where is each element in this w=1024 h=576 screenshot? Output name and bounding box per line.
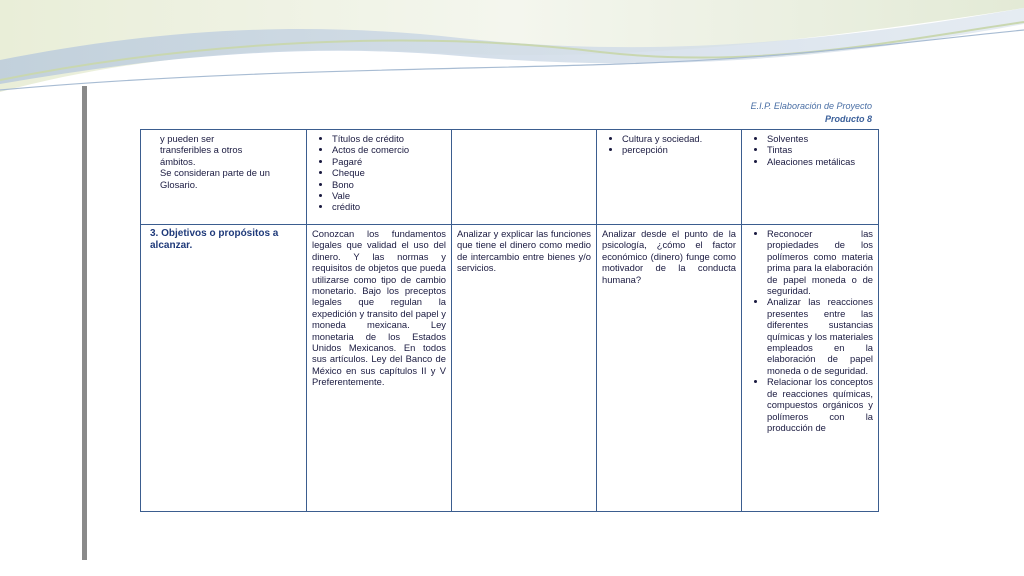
list-item: • percepción: [622, 144, 736, 155]
list-item: • Analizar las reacciones presentes entre las diferentes sustancias químicas y los materiales empleados en la elaboración de papel moneda o de seguridad.: [767, 296, 873, 376]
list-item: • Títulos de crédito: [332, 133, 446, 144]
row1-col1-line: ámbitos.: [160, 155, 196, 167]
table-row: [141, 130, 879, 225]
objectives-title: 3. Objetivos o propósitos a alcanzar.: [150, 228, 279, 251]
list-item: • Actos de comercio: [332, 144, 446, 155]
list-item: • Reconocer las propiedades de los polímeros como materia prima para la elaboración de papel moneda o de seguridad.: [767, 228, 873, 296]
row1-col4-list: [602, 133, 736, 156]
list-item: • Cheque: [332, 167, 446, 178]
row1-col5-cell: [742, 130, 879, 225]
list-item: • Aleaciones metálicas: [767, 156, 873, 167]
list-item: • Bono: [332, 179, 446, 190]
row1-col1-glossary: Se consideran parte de un Glosario.: [160, 167, 270, 190]
list-item: • Cultura y sociedad.: [622, 133, 736, 144]
header-swoosh-decoration: [0, 0, 1024, 110]
header-line-2: Producto 8: [824, 114, 872, 124]
row1-col2-cell: [307, 130, 452, 225]
list-item: • crédito: [332, 201, 446, 212]
row1-col1-text: [160, 133, 301, 167]
row1-col3-cell: [452, 130, 597, 225]
table-row: [141, 225, 879, 512]
row2-col4-cell: Analizar desde el punto de la psicología, ¿cómo el factor económico (dinero) funge como motivador de la conducta humana?: [597, 225, 742, 512]
row1-col2-list: [312, 133, 446, 213]
row2-col5-list: [747, 228, 873, 433]
row2-col3-cell: Analizar y explicar las funciones que tiene el dinero como medio de intercambio entre bienes y/o servicios.: [452, 225, 597, 512]
list-item: • Solventes: [767, 133, 873, 144]
row1-col1-line: y pueden ser: [160, 133, 215, 144]
row1-col5-list: [747, 133, 873, 167]
row2-col5-cell: [742, 225, 879, 512]
row2-col2-cell: Conozcan los fundamentos legales que validad el uso del dinero. Y las normas y requisitos de objetos que pueda utilizarse como tipo de cambio monetario. Bajo los preceptos legales que regulan la expedición y transito del papel y moneda mexicana. Ley monetaria de los Estados Unidos Mexicanos. En todos sus artículos. Ley del Banco de México en sus capítulos II y V Preferentemente.: [307, 225, 452, 512]
project-table: [140, 129, 879, 512]
list-item: • Relacionar los conceptos de reacciones químicas, compuestos orgánicos y polímeros con la producción de: [767, 376, 873, 433]
row1-col1-line: transferibles a otros: [160, 144, 243, 156]
list-item: • Vale: [332, 190, 446, 201]
list-item: • Tintas: [767, 144, 873, 155]
list-item: • Pagaré: [332, 156, 446, 167]
row1-col4-cell: [597, 130, 742, 225]
row1-col1-cell: [141, 130, 307, 225]
header-line-1: E.I.P. Elaboración de Proyecto: [750, 101, 872, 111]
document-header: [600, 100, 872, 126]
row2-col1-cell: [141, 225, 307, 512]
left-accent-bar: [82, 86, 87, 560]
